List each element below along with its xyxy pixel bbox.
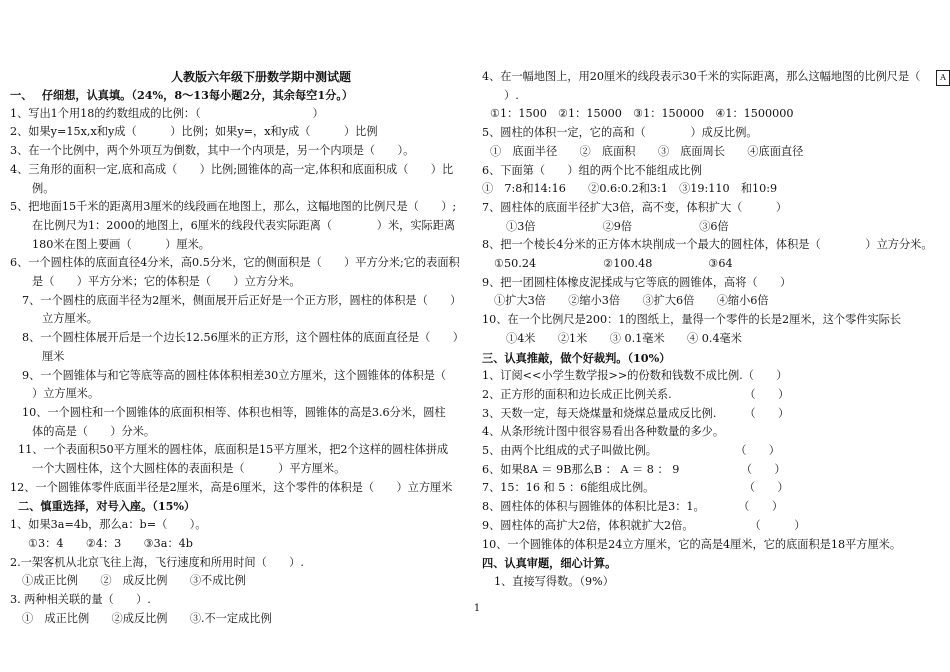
question-line: 1、订阅<<小学生数学报>>的份数和钱数不成比例.（ ） <box>482 369 788 383</box>
section-heading: 四、认真审题，细心计算。 <box>482 556 617 571</box>
question-line: 11、一个表面积50平方厘米的圆柱体，底面积是15平方厘米，把2个这样的圆柱体拼成 <box>18 443 449 457</box>
question-line: 10、在一个比例尺是200：1的图纸上，量得一个零件的长是2厘米，这个零件实际长 <box>482 313 902 327</box>
section-heading: 一、 仔细想，认真填。（24%，8～13每小题2分，其余每空1分。） <box>10 88 354 102</box>
option-line: ①成正比例 ② 成反比例 ③不成比例 <box>22 574 246 588</box>
option-line: ①3倍 ②9倍 ③6倍 <box>506 219 729 233</box>
question-line: 7、一个圆柱的底面半径为2厘米，侧面展开后正好是一个正方形，圆柱的体积是（ ） <box>22 293 462 307</box>
question-line: 1、如果3a=4b，那么a：b=（ ）。 <box>10 518 207 532</box>
option-line: ①1：1500 ②1：15000 ③1：150000 ④1：1500000 <box>490 107 794 121</box>
question-line: 5、圆柱的体积一定，它的高和（ ）成反比例。 <box>482 126 758 140</box>
question-line: ）. <box>504 88 519 102</box>
question-line: 例。 <box>32 181 55 195</box>
question-line: 6、下面第（ ）组的两个比不能组成比例 <box>482 163 702 177</box>
question-line: 1、写出1个用18的约数组成的比例：（ ） <box>10 106 324 120</box>
page-title: 人教版六年级下册数学期中测试题 <box>170 70 351 84</box>
question-line: 6、如果8A ＝ 9B那么B ： A ＝ 8 ： 9 （ ） <box>482 462 786 476</box>
option-line: ① 底面半径 ② 底面积 ③ 底面周长 ④底面直径 <box>490 144 804 158</box>
question-line: 3. 两种相关联的量（ ）. <box>10 592 151 606</box>
question-line: 8、圆柱体的体积与圆锥体的体积比是3：1。 （ ） <box>482 500 784 514</box>
question-line: 7、15：16 和 5 ：6能组成比例。 （ ） <box>482 481 789 495</box>
question-line: 2、正方形的面积和边长成正比例关系. （ ） <box>482 387 790 401</box>
question-line: 一个大圆柱体，这个大圆柱体的表面积是（ ）平方厘米。 <box>32 462 346 476</box>
question-line: 9、一个圆锥体与和它等底等高的圆柱体体积相差30立方厘米，这个圆锥体的体积是（ <box>22 368 447 382</box>
option-line: ①50.24 ②100.48 ③64 <box>494 257 733 271</box>
question-line: 5、由两个比组成的式子叫做比例。 （ ） <box>482 444 780 458</box>
question-line: 10、一个圆柱和一个圆锥体的底面积相等、体积也相等，圆锥体的高是3.6分米，圆柱 <box>22 405 446 419</box>
page-number: 1 <box>473 603 481 614</box>
question-line: 9、把一团圆柱体橡皮泥揉成与它等底的圆锥体，高将（ ） <box>482 275 792 289</box>
question-line: 8、把一个棱长4分米的正方体木块削成一个最大的圆柱体，体积是（ ）立方分米。 <box>482 238 933 252</box>
question-line: 12、一个圆锥体零件底面半径是2厘米，高是6厘米，这个零件的体积是（ ）立方厘米 <box>10 480 453 494</box>
question-line: 10、一个圆锥体的体积是24立方厘米，它的高是4厘米，它的底面积是18平方厘米。 <box>482 537 902 551</box>
question-line: 2.一架客机从北京飞往上海，飞行速度和所用时间（ ）. <box>10 555 304 569</box>
question-line: 3、天数一定，每天烧煤量和烧煤总量成反比例. （ ） <box>482 406 790 420</box>
left-column <box>10 68 472 628</box>
question-line: 4、在一幅地图上，用20厘米的线段表示30千米的实际距离，那么这幅地图的比例尺是（ <box>482 70 921 83</box>
option-line: ① 成正比例 ②成反比例 ③.不一定成比例 <box>22 611 272 625</box>
question-line: 体的高是（ ）分米。 <box>32 424 156 438</box>
question-line: 2、如果y=15x,x和y成（ ）比例；如果y=，x和y成（ ）比例 <box>10 125 378 139</box>
right-column <box>482 68 944 592</box>
option-line: ①扩大3倍 ②缩小3倍 ③扩大6倍 ④缩小6倍 <box>494 294 769 308</box>
edge-mark: A <box>936 70 950 86</box>
question-line: 4、三角形的面积一定,底和高成（ ）比例;圆锥体的高一定,体积和底面积成（ ）比 <box>10 162 454 176</box>
question-line: ）立方厘米。 <box>32 387 100 401</box>
option-line: ①3：4 ②4：3 ③3a：4b <box>28 536 193 550</box>
question-line: 7、圆柱体的底面半径扩大3倍，高不变，体积扩大（ ） <box>482 200 788 214</box>
question-line: 在比例尺为1：2000的地图上，6厘米的线段代表实际距离（ ）米，实际距离 <box>32 218 456 232</box>
question-line: 8、一个圆柱体展开后是一个边长12.56厘米的正方形，这个圆柱体的底面直径是（ ） <box>22 331 464 345</box>
option-line: ① 7:8和14:16 ②0.6:0.2和3:1 ③19:110 和10:9 <box>482 182 778 196</box>
question-line: 6、一个圆柱体的底面直径4分米，高0.5分米，它的侧面积是（ ）平方分米;它的表面积 <box>10 256 460 270</box>
question-line: 9、圆柱体的高扩大2倍，体积就扩大2倍。 （ ） <box>482 518 806 532</box>
option-line: ①4米 ②1米 ③ 0.1毫米 ④ 0.4毫米 <box>506 331 742 345</box>
question-line: 3、在一个比例中，两个外项互为倒数，其中一个内项是，另一个内项是（ ）。 <box>10 144 415 158</box>
question-line: 180米在图上要画（ ）厘米。 <box>32 237 210 251</box>
question-line: 立方厘米。 <box>42 312 98 326</box>
section-heading: 二、慎重选择，对号入座。（15%） <box>18 499 196 514</box>
question-line: 4、从条形统计图中很容易看出各种数量的多少。 <box>482 425 725 439</box>
question-line: 1、直接写得数。（9%） <box>494 574 614 588</box>
question-line: 厘米 <box>42 349 65 363</box>
question-line: 是（ ）平方分米；它的体积是（ ）立方分米。 <box>32 275 301 289</box>
section-heading: 三、认真推敲，做个好裁判。（10%） <box>482 350 671 365</box>
question-line: 5、把地面15千米的距离用3厘米的线段画在地图上，那么，这幅地图的比例尺是（ ）; <box>10 200 457 214</box>
